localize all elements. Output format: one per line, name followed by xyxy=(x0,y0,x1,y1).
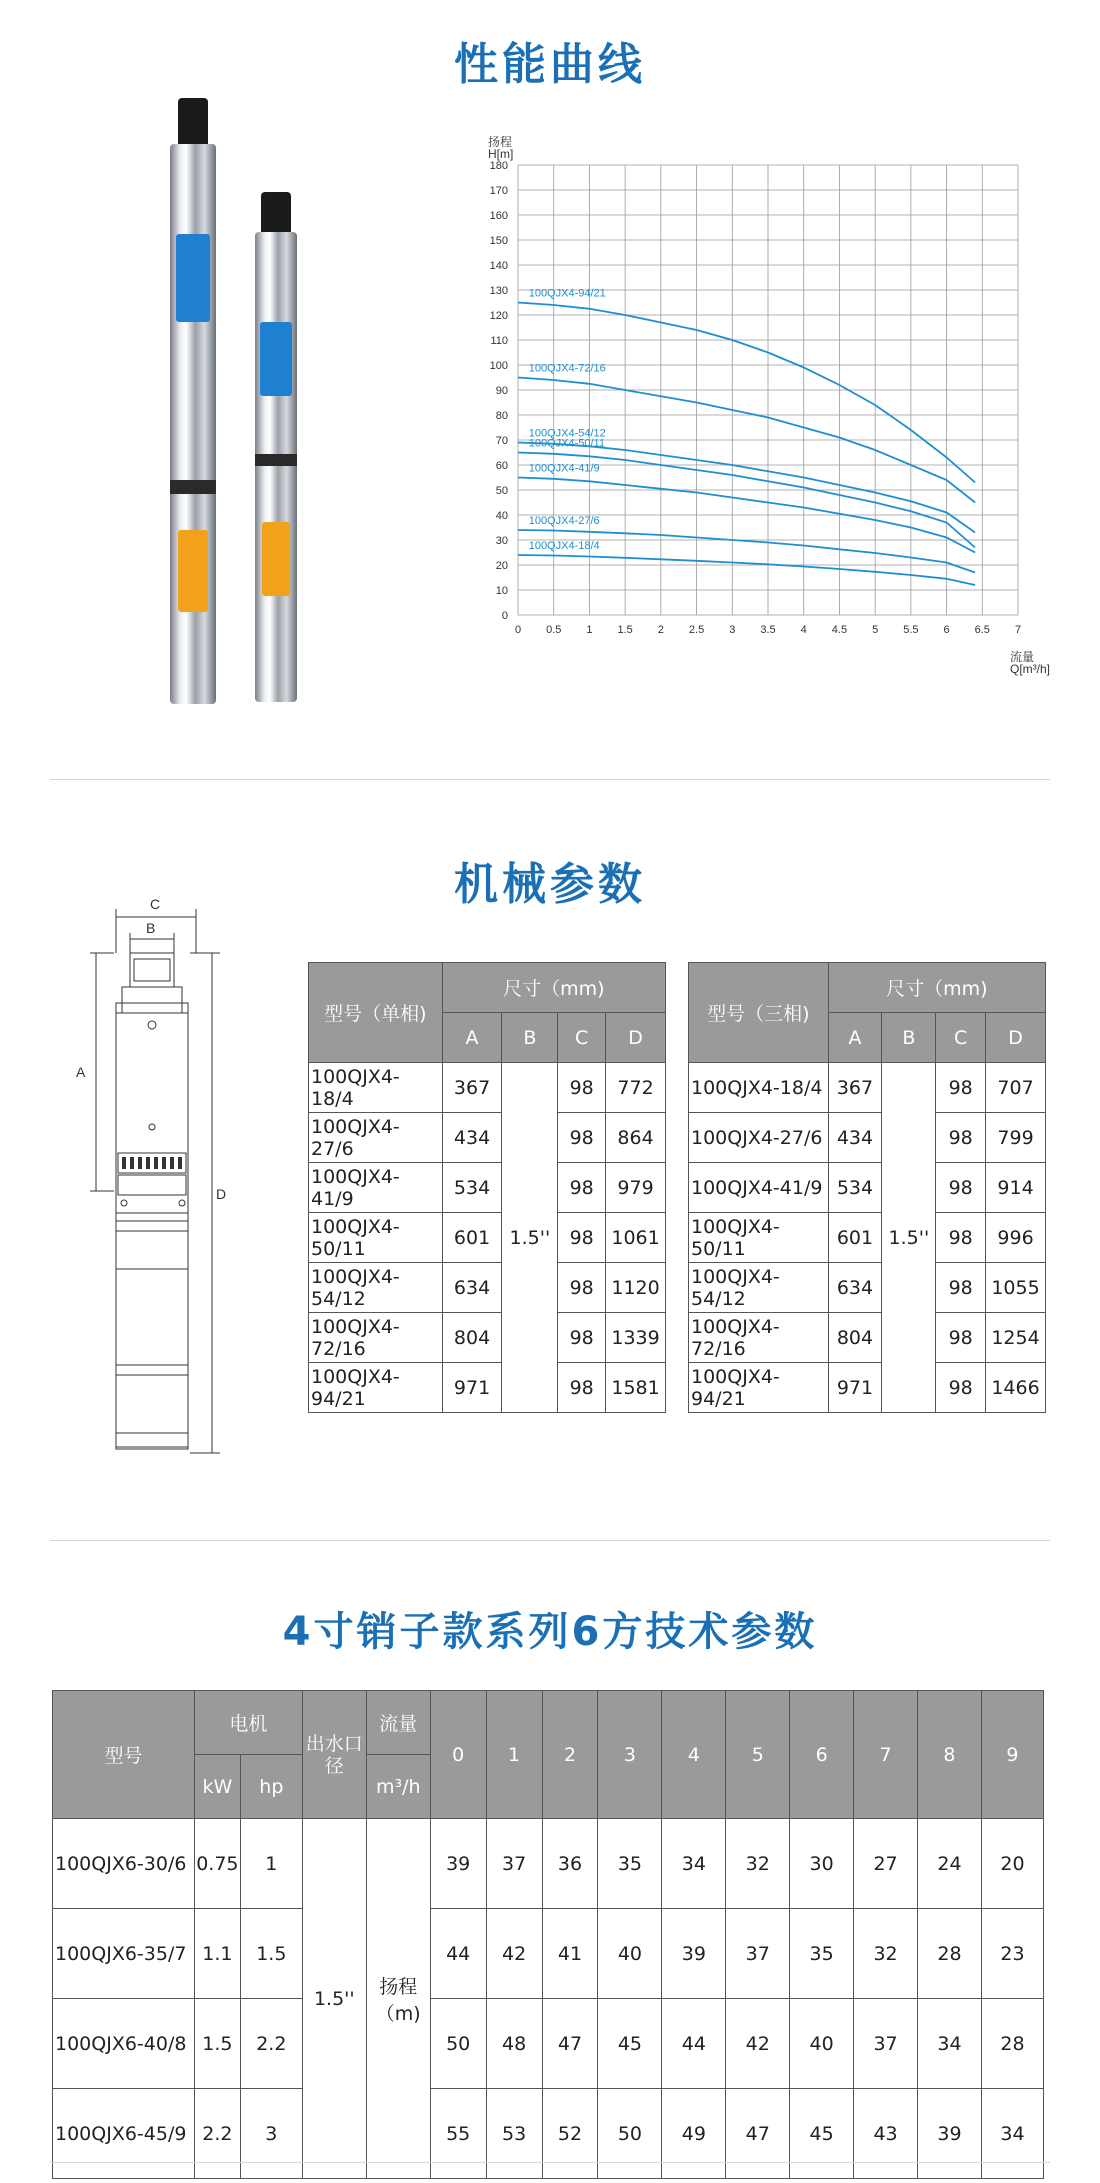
y-tick-label: 120 xyxy=(489,310,508,322)
x-axis-label-cn: 流量 xyxy=(1010,650,1035,664)
col-d: D xyxy=(606,1013,666,1063)
value-cell: 42 xyxy=(726,1999,790,2089)
flow-col: 6 xyxy=(790,1691,854,1819)
a-cell: 634 xyxy=(442,1263,502,1313)
tech-title: 4寸销子款系列6方技术参数 xyxy=(282,1609,818,1655)
value-cell: 24 xyxy=(918,1819,982,1909)
series-line xyxy=(518,555,975,585)
y-axis-label-cn: 扬程 xyxy=(488,135,513,149)
model-cell: 100QJX4-72/16 xyxy=(689,1313,829,1363)
c-cell: 98 xyxy=(936,1313,986,1363)
series-label: 100QJX4-27/6 xyxy=(528,515,600,527)
value-cell: 47 xyxy=(542,1999,598,2089)
model-cell: 100QJX4-18/4 xyxy=(689,1063,829,1113)
a-cell: 534 xyxy=(442,1163,502,1213)
tech-model-header: 型号 xyxy=(53,1691,195,1819)
table-row xyxy=(309,1163,666,1213)
table-row xyxy=(689,1313,1046,1363)
y-tick-label: 100 xyxy=(489,360,508,372)
flow-col: 3 xyxy=(598,1691,662,1819)
mech-table-single xyxy=(308,962,666,1413)
d-cell: 1466 xyxy=(986,1363,1046,1413)
pump-image-small xyxy=(255,192,297,702)
value-cell: 48 xyxy=(486,1999,542,2089)
y-tick-label: 110 xyxy=(490,335,508,347)
x-tick-label: 5.5 xyxy=(903,624,919,636)
divider xyxy=(50,1540,1050,1541)
col-b: B xyxy=(882,1013,936,1063)
y-tick-label: 0 xyxy=(501,610,508,622)
table-row xyxy=(689,1113,1046,1163)
value-cell: 37 xyxy=(726,1909,790,1999)
y-tick-label: 20 xyxy=(495,560,508,572)
mech-three-size-header: 尺寸（mm) xyxy=(828,963,1045,1013)
model-cell: 100QJX6-45/9 xyxy=(53,2089,195,2179)
x-tick-label: 6.5 xyxy=(974,624,990,636)
value-cell: 44 xyxy=(430,1909,486,1999)
flow-col: 5 xyxy=(726,1691,790,1819)
d-cell: 1339 xyxy=(606,1313,666,1363)
value-cell: 40 xyxy=(598,1909,662,1999)
x-tick-label: 4 xyxy=(800,624,807,636)
series-label: 100QJX4-72/16 xyxy=(528,362,606,375)
col-c: C xyxy=(936,1013,986,1063)
a-cell: 534 xyxy=(828,1163,882,1213)
c-cell: 98 xyxy=(558,1063,606,1113)
x-tick-label: 3.5 xyxy=(760,624,776,636)
y-tick-label: 30 xyxy=(495,535,508,547)
value-cell: 55 xyxy=(430,2089,486,2179)
b-cell: 1.5'' xyxy=(882,1063,936,1413)
mech-three-model-header: 型号（三相) xyxy=(689,963,829,1063)
model-cell: 100QJX4-50/11 xyxy=(689,1213,829,1263)
table-row xyxy=(53,1819,1044,1909)
pump-image-large xyxy=(170,98,216,704)
a-cell: 634 xyxy=(828,1263,882,1313)
flow-col: 0 xyxy=(430,1691,486,1819)
c-cell: 98 xyxy=(936,1163,986,1213)
performance-chart xyxy=(470,130,1070,720)
y-tick-label: 50 xyxy=(495,485,508,497)
y-tick-label: 70 xyxy=(495,435,508,447)
table-row xyxy=(309,1063,666,1113)
kw-cell: 1.5 xyxy=(194,1999,240,2089)
kw-cell: 2.2 xyxy=(194,2089,240,2179)
tech-hp-header: hp xyxy=(240,1755,302,1819)
a-cell: 434 xyxy=(828,1113,882,1163)
kw-cell: 1.1 xyxy=(194,1909,240,1999)
tech-table xyxy=(52,1690,1044,2179)
table-row xyxy=(689,1213,1046,1263)
y-tick-label: 150 xyxy=(489,235,508,247)
x-tick-label: 3 xyxy=(729,624,736,636)
value-cell: 50 xyxy=(430,1999,486,2089)
y-tick-label: 170 xyxy=(489,185,508,197)
x-tick-label: 1.5 xyxy=(617,624,633,636)
y-tick-label: 180 xyxy=(489,160,508,172)
mech-single-size-header: 尺寸（mm) xyxy=(442,963,665,1013)
table-row xyxy=(689,1063,1046,1113)
value-cell: 23 xyxy=(981,1909,1043,1999)
value-cell: 27 xyxy=(854,1819,918,1909)
head-unit: （m) xyxy=(375,2002,421,2025)
y-tick-label: 160 xyxy=(489,210,508,222)
series-label: 100QJX4-41/9 xyxy=(528,462,600,475)
x-tick-label: 4.5 xyxy=(831,624,848,636)
value-cell: 30 xyxy=(790,1819,854,1909)
flow-col: 1 xyxy=(486,1691,542,1819)
d-cell: 996 xyxy=(986,1213,1046,1263)
model-cell: 100QJX4-27/6 xyxy=(309,1113,443,1163)
table-row xyxy=(309,1263,666,1313)
d-cell: 799 xyxy=(986,1113,1046,1163)
mech-table-three xyxy=(688,962,1046,1413)
model-cell: 100QJX4-27/6 xyxy=(689,1113,829,1163)
series-label: 100QJX4-54/12 xyxy=(528,427,606,440)
c-cell: 98 xyxy=(558,1313,606,1363)
model-cell: 100QJX4-18/4 xyxy=(309,1063,443,1113)
value-cell: 53 xyxy=(486,2089,542,2179)
c-cell: 98 xyxy=(936,1113,986,1163)
model-cell: 100QJX4-50/11 xyxy=(309,1213,443,1263)
hp-cell: 1 xyxy=(240,1819,302,1909)
value-cell: 32 xyxy=(854,1909,918,1999)
model-cell: 100QJX4-72/16 xyxy=(309,1313,443,1363)
d-cell: 707 xyxy=(986,1063,1046,1113)
hp-cell: 3 xyxy=(240,2089,302,2179)
value-cell: 28 xyxy=(918,1909,982,1999)
dim-label-a: A xyxy=(76,1064,86,1080)
x-axis-label: Q[m³/h] xyxy=(1010,662,1051,676)
flow-col: 2 xyxy=(542,1691,598,1819)
a-cell: 367 xyxy=(442,1063,502,1113)
a-cell: 434 xyxy=(442,1113,502,1163)
y-tick-label: 140 xyxy=(489,260,508,272)
value-cell: 44 xyxy=(662,1999,726,2089)
divider xyxy=(50,2162,1050,2163)
c-cell: 98 xyxy=(936,1363,986,1413)
d-cell: 1120 xyxy=(606,1263,666,1313)
flow-col: 8 xyxy=(918,1691,982,1819)
x-tick-label: 7 xyxy=(1014,624,1022,636)
value-cell: 45 xyxy=(790,2089,854,2179)
value-cell: 37 xyxy=(854,1999,918,2089)
performance-title: 性能曲线 xyxy=(454,39,646,90)
tech-kw-header: kW xyxy=(194,1755,240,1819)
table-row xyxy=(309,1213,666,1263)
model-cell: 100QJX4-41/9 xyxy=(689,1163,829,1213)
y-tick-label: 60 xyxy=(495,460,508,472)
d-cell: 864 xyxy=(606,1113,666,1163)
tech-flow-header: 流量 xyxy=(366,1691,430,1755)
value-cell: 41 xyxy=(542,1909,598,1999)
table-row xyxy=(689,1363,1046,1413)
model-cell: 100QJX6-35/7 xyxy=(53,1909,195,1999)
col-d: D xyxy=(986,1013,1046,1063)
y-tick-label: 40 xyxy=(495,510,508,522)
c-cell: 98 xyxy=(558,1213,606,1263)
value-cell: 34 xyxy=(662,1819,726,1909)
dimension-drawing xyxy=(70,895,240,1465)
model-cell: 100QJX4-54/12 xyxy=(309,1263,443,1313)
value-cell: 35 xyxy=(598,1819,662,1909)
model-cell: 100QJX4-94/21 xyxy=(689,1363,829,1413)
kw-cell: 0.75 xyxy=(194,1819,240,1909)
d-cell: 979 xyxy=(606,1163,666,1213)
a-cell: 367 xyxy=(828,1063,882,1113)
col-b: B xyxy=(502,1013,558,1063)
x-tick-label: 2.5 xyxy=(688,624,705,636)
y-tick-label: 90 xyxy=(495,385,508,397)
c-cell: 98 xyxy=(558,1263,606,1313)
a-cell: 601 xyxy=(442,1213,502,1263)
head-label: 扬程 xyxy=(379,1975,418,1998)
dim-label-c: C xyxy=(150,896,161,912)
mechanical-title: 机械参数 xyxy=(454,859,646,910)
a-cell: 601 xyxy=(828,1213,882,1263)
model-cell: 100QJX4-41/9 xyxy=(309,1163,443,1213)
model-cell: 100QJX6-30/6 xyxy=(53,1819,195,1909)
y-tick-label: 130 xyxy=(489,285,508,297)
head-cell xyxy=(366,1819,430,2179)
hp-cell: 1.5 xyxy=(240,1909,302,1999)
value-cell: 39 xyxy=(918,2089,982,2179)
value-cell: 20 xyxy=(981,1819,1043,1909)
table-row xyxy=(53,1909,1044,1999)
x-tick-label: 1 xyxy=(586,624,593,636)
c-cell: 98 xyxy=(558,1363,606,1413)
value-cell: 39 xyxy=(430,1819,486,1909)
mech-single-model-header: 型号（单相) xyxy=(309,963,443,1063)
table-row xyxy=(689,1163,1046,1213)
a-cell: 971 xyxy=(828,1363,882,1413)
value-cell: 28 xyxy=(981,1999,1043,2089)
y-tick-label: 80 xyxy=(495,410,508,422)
a-cell: 804 xyxy=(828,1313,882,1363)
value-cell: 36 xyxy=(542,1819,598,1909)
value-cell: 34 xyxy=(981,2089,1043,2179)
col-c: C xyxy=(558,1013,606,1063)
y-axis-label: H[m] xyxy=(488,147,514,161)
value-cell: 35 xyxy=(790,1909,854,1999)
c-cell: 98 xyxy=(936,1213,986,1263)
b-cell: 1.5'' xyxy=(502,1063,558,1413)
d-cell: 914 xyxy=(986,1163,1046,1213)
outlet-cell: 1.5'' xyxy=(302,1819,366,2179)
col-a: A xyxy=(828,1013,882,1063)
x-tick-label: 6 xyxy=(943,624,950,636)
a-cell: 804 xyxy=(442,1313,502,1363)
value-cell: 39 xyxy=(662,1909,726,1999)
col-a: A xyxy=(442,1013,502,1063)
table-row xyxy=(53,1999,1044,2089)
a-cell: 971 xyxy=(442,1363,502,1413)
d-cell: 1581 xyxy=(606,1363,666,1413)
table-row xyxy=(53,2089,1044,2179)
tech-motor-header: 电机 xyxy=(194,1691,302,1755)
value-cell: 43 xyxy=(854,2089,918,2179)
flow-col: 4 xyxy=(662,1691,726,1819)
series-label: 100QJX4-50/11 xyxy=(528,437,605,450)
tech-flow-unit: m³/h xyxy=(366,1755,430,1819)
x-tick-label: 2 xyxy=(657,624,664,636)
c-cell: 98 xyxy=(936,1263,986,1313)
value-cell: 50 xyxy=(598,2089,662,2179)
value-cell: 49 xyxy=(662,2089,726,2179)
value-cell: 42 xyxy=(486,1909,542,1999)
divider xyxy=(50,779,1050,780)
value-cell: 37 xyxy=(486,1819,542,1909)
table-row xyxy=(309,1113,666,1163)
tech-outlet-header: 出水口径 xyxy=(302,1691,366,1819)
model-cell: 100QJX4-54/12 xyxy=(689,1263,829,1313)
table-row xyxy=(309,1363,666,1413)
x-tick-label: 5 xyxy=(872,624,879,636)
table-row xyxy=(689,1263,1046,1313)
value-cell: 34 xyxy=(918,1999,982,2089)
x-tick-label: 0.5 xyxy=(546,624,562,636)
series-label: 100QJX4-94/21 xyxy=(528,287,606,300)
model-cell: 100QJX4-94/21 xyxy=(309,1363,443,1413)
d-cell: 1055 xyxy=(986,1263,1046,1313)
dim-label-b: B xyxy=(146,920,156,936)
model-cell: 100QJX6-40/8 xyxy=(53,1999,195,2089)
flow-col: 7 xyxy=(854,1691,918,1819)
hp-cell: 2.2 xyxy=(240,1999,302,2089)
d-cell: 1061 xyxy=(606,1213,666,1263)
y-tick-label: 10 xyxy=(495,585,508,597)
value-cell: 47 xyxy=(726,2089,790,2179)
table-row xyxy=(309,1313,666,1363)
value-cell: 52 xyxy=(542,2089,598,2179)
value-cell: 32 xyxy=(726,1819,790,1909)
c-cell: 98 xyxy=(558,1113,606,1163)
dim-label-d: D xyxy=(216,1186,227,1202)
c-cell: 98 xyxy=(558,1163,606,1213)
series-label: 100QJX4-18/4 xyxy=(528,540,600,552)
c-cell: 98 xyxy=(936,1063,986,1113)
value-cell: 40 xyxy=(790,1999,854,2089)
x-tick-label: 0 xyxy=(514,624,522,636)
d-cell: 772 xyxy=(606,1063,666,1113)
flow-col: 9 xyxy=(981,1691,1043,1819)
value-cell: 45 xyxy=(598,1999,662,2089)
d-cell: 1254 xyxy=(986,1313,1046,1363)
